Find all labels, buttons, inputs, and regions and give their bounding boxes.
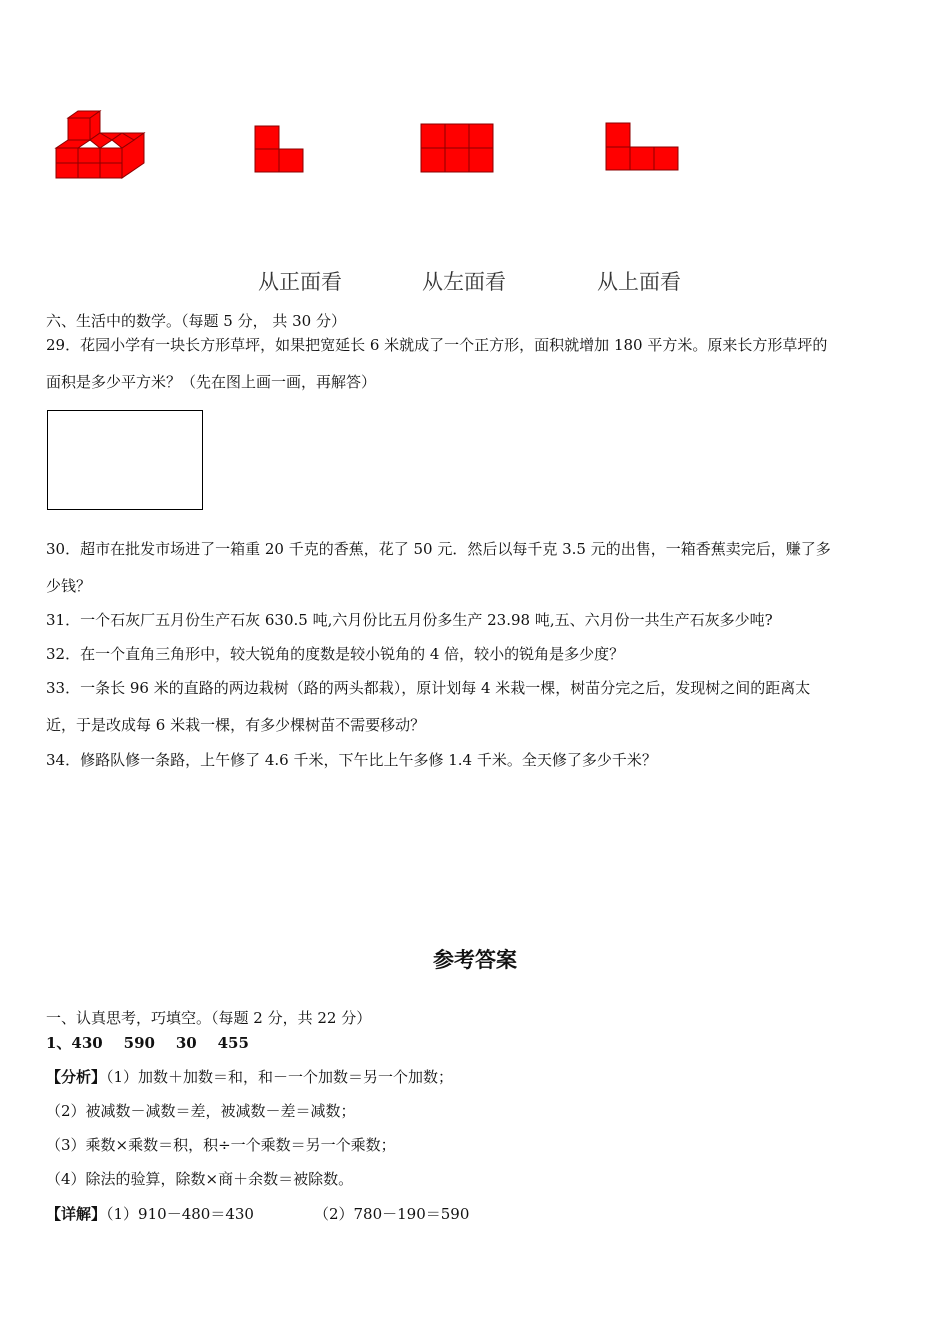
question-33-line-1: 33．一条长 96 米的直路的两边栽树（路的两头都栽），原计划每 4 米栽一棵，树苗分完之后，发现树之间的距离太 <box>46 679 811 697</box>
question-29-line-1: 29．花园小学有一块长方形草坪，如果把宽延长 6 米就成了一个正方形，面积就增加 180 平方米。原来长方形草坪的 <box>46 336 828 354</box>
left-view-figure <box>419 122 495 174</box>
question-33-line-2: 近，于是改成每 6 米栽一棵，有多少棵树苗不需要移动？ <box>46 716 426 734</box>
analysis-line-3: （3）乘数×乘数＝积，积÷一个乘数＝另一个乘数； <box>46 1136 396 1154</box>
detail-line <box>46 1204 469 1224</box>
question-30-line-1: 30．超市在批发市场进了一箱重 20 千克的香蕉，花了 50 元．然后以每千克 3.5 元的出售，一箱香蕉卖完后，赚了多 <box>46 540 831 558</box>
front-view-figure <box>253 124 305 174</box>
question-29-line-2: 面积是多少平方米？（先在图上画一画，再解答） <box>46 373 377 391</box>
answer-key-title: 参考答案 <box>433 948 517 972</box>
left-view-caption: 从左面看 <box>422 270 506 294</box>
answer-1: 1、430 590 30 455 <box>46 1034 249 1052</box>
detail-text-2: （2）780－190＝590 <box>313 1205 470 1223</box>
detail-text-1: （1）910－480＝430 <box>106 1205 254 1223</box>
analysis-line-2: （2）被减数－减数＝差，被减数－差＝减数； <box>46 1102 356 1120</box>
analysis-line-1 <box>46 1067 453 1087</box>
top-view-caption: 从上面看 <box>597 270 681 294</box>
answer-section-1-heading: 一、认真思考，巧填空。（每题 2 分，共 22 分） <box>46 1009 372 1027</box>
analysis-tag: 【分析】 <box>46 1068 107 1086</box>
question-31: 31．一个石灰厂五月份生产石灰 630.5 吨,六月份比五月份多生产 23.98 吨,五、六月份一共生产石灰多少吨? <box>46 611 773 629</box>
question-30-line-2: 少钱？ <box>46 577 92 595</box>
question-34: 34．修路队修一条路，上午修了 4.6 千米，下午比上午多修 1.4 千米。全天修了多少千米？ <box>46 751 657 769</box>
top-view-figure <box>604 121 682 173</box>
cube-solid-figure <box>50 108 150 184</box>
drawing-box[interactable] <box>47 410 203 510</box>
front-view-caption: 从正面看 <box>258 270 342 294</box>
section-6-heading: 六、生活中的数学。（每题 5 分， 共 30 分） <box>46 312 346 330</box>
detail-tag: 【详解】 <box>46 1205 107 1223</box>
analysis-text-1: （1）加数＋加数＝和，和－一个加数＝另一个加数； <box>106 1068 454 1086</box>
analysis-line-4: （4）除法的验算，除数×商＋余数＝被除数。 <box>46 1170 354 1188</box>
question-32: 32．在一个直角三角形中，较大锐角的度数是较小锐角的 4 倍，较小的锐角是多少度？ <box>46 645 625 663</box>
